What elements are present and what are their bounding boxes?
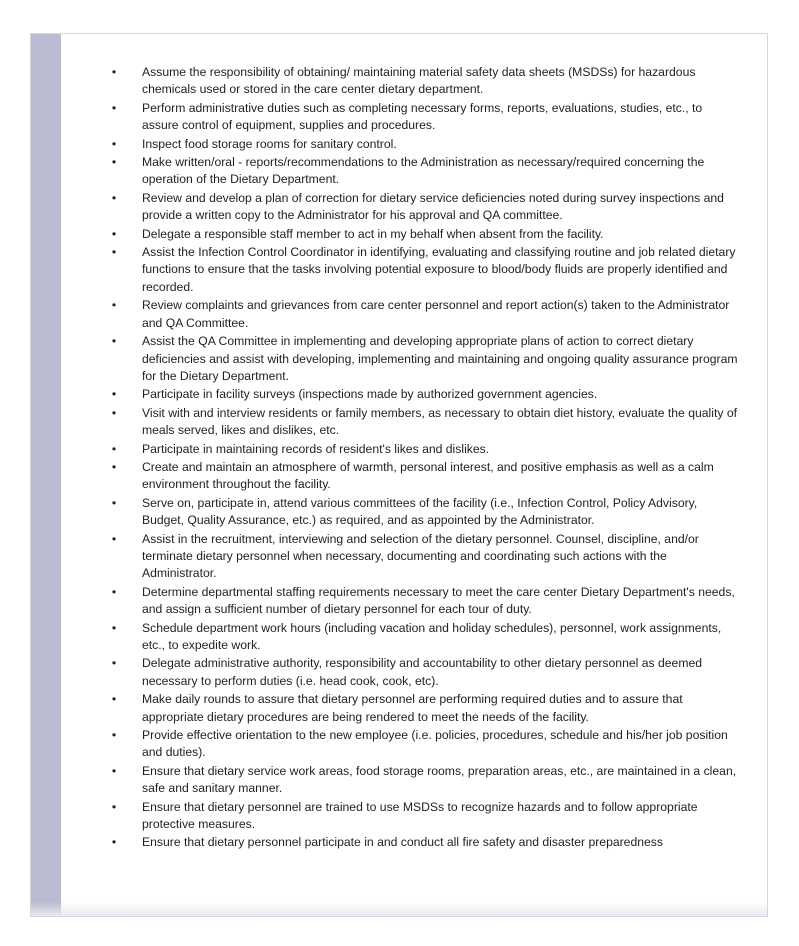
duty-text: Participate in facility surveys (inspections made by authorized government agencies. <box>142 387 598 402</box>
duty-text: Ensure that dietary personnel participate in and conduct all fire safety and disaster preparedness <box>142 835 663 850</box>
list-item <box>111 655 741 690</box>
bullet: • <box>111 656 117 671</box>
duty-text: Make daily rounds to assure that dietary personnel are performing required duties and to assure that appropriate dietary procedures are being rendered to meet the needs of the facility. <box>142 692 683 724</box>
bullet: • <box>111 441 117 456</box>
list-item <box>111 763 741 798</box>
duty-text: Ensure that dietary personnel are trained to use MSDSs to recognize hazards and to follow appropriate protective measures. <box>142 799 698 832</box>
bullet: • <box>111 298 117 313</box>
page-bottom-shade <box>31 902 767 916</box>
list-item <box>111 333 741 385</box>
duty-text: Participate in maintaining records of resident's likes and dislikes. <box>142 441 490 456</box>
list-item <box>111 495 741 530</box>
duty-text: Inspect food storage rooms for sanitary control. <box>142 136 397 151</box>
duty-text: Delegate administrative authority, responsibility and accountability to other dietary personnel as deemed necessary to perform duties (i.e. head cook, cook, etc). <box>142 656 703 688</box>
bullet: • <box>111 405 117 420</box>
list-item <box>111 100 741 135</box>
page-side-bar <box>31 34 61 916</box>
list-item <box>111 834 741 851</box>
bullet: • <box>111 531 117 546</box>
list-item <box>111 244 741 296</box>
bullet: • <box>111 459 117 474</box>
bullet: • <box>111 100 117 115</box>
list-item <box>111 226 741 243</box>
duty-text: Create and maintain an atmosphere of warmth, personal interest, and positive emphasis as well as a calm environment throughout the facility. <box>142 459 714 492</box>
list-item <box>111 691 741 726</box>
duty-text: Provide effective orientation to the new employee (i.e. policies, procedures, schedule and his/her job position and duties). <box>142 728 728 760</box>
bullet: • <box>111 495 117 510</box>
bullet: • <box>111 692 117 707</box>
list-item <box>111 799 741 834</box>
bullet: • <box>111 136 117 151</box>
bullet: • <box>111 620 117 635</box>
bullet: • <box>111 387 117 402</box>
list-item <box>111 441 741 458</box>
list-item <box>111 459 741 494</box>
duty-text: Review complaints and grievances from care center personnel and report action(s) taken to the Administrator and QA Committee. <box>142 298 730 330</box>
duty-text: Assist the QA Committee in implementing and developing appropriate plans of action to correct dietary deficiencies and assist with developing, implementing and maintaining and ongoing quality assurance program for the Dietary Department. <box>142 334 738 383</box>
bullet: • <box>111 190 117 205</box>
list-item <box>111 190 741 225</box>
list-item <box>111 64 741 99</box>
list-item <box>111 154 741 189</box>
list-item <box>111 136 741 153</box>
duty-text: Ensure that dietary service work areas, food storage rooms, preparation areas, etc., are maintained in a clean, safe and sanitary manner. <box>142 763 737 796</box>
list-item <box>111 620 741 655</box>
duty-text: Schedule department work hours (including vacation and holiday schedules), personnel, work assignments, etc., to expedite work. <box>142 620 722 652</box>
list-item <box>111 297 741 332</box>
bullet: • <box>111 763 117 778</box>
bullet: • <box>111 799 117 814</box>
list-item <box>111 531 741 583</box>
bullet: • <box>111 334 117 349</box>
duty-text: Review and develop a plan of correction for dietary service deficiencies noted during survey inspections and provide a written copy to the Administrator for his approval and QA committee. <box>142 190 724 223</box>
bullet: • <box>111 584 117 599</box>
duty-text: Assist the Infection Control Coordinator in identifying, evaluating and classifying routine and job related dietary functions to ensure that the tasks involving potential exposure to blood/body fluids are properly identified and recorded. <box>142 245 736 294</box>
bullet: • <box>111 245 117 260</box>
duty-text: Make written/oral - reports/recommendations to the Administration as necessary/required concerning the operation of the Dietary Department. <box>142 155 705 187</box>
duty-text: Determine departmental staffing requirements necessary to meet the care center Dietary Department's needs, and assign a sufficient number of dietary personnel for each tour of duty. <box>142 584 735 617</box>
duty-text: Assist in the recruitment, interviewing and selection of the dietary personnel. Counsel, discipline, and/or terminate dietary personnel when necessary, documenting and coordinating such actions with the Administrator. <box>142 531 699 581</box>
document-page <box>30 33 768 917</box>
bullet: • <box>111 155 117 170</box>
list-item <box>111 727 741 762</box>
bullet: • <box>111 728 117 743</box>
duties-list <box>111 64 741 853</box>
duty-text: Serve on, participate in, attend various committees of the facility (i.e., Infection Control, Policy Advisory, Budget, Quality Assurance, etc.) as required, and as appointed by the Administrator. <box>142 495 698 528</box>
bullet: • <box>111 835 117 850</box>
duty-text: Delegate a responsible staff member to act in my behalf when absent from the facility. <box>142 226 604 241</box>
duty-text: Assume the responsibility of obtaining/ maintaining material safety data sheets (MSDSs) for hazardous chemicals used or stored in the care center dietary department. <box>142 65 696 97</box>
duty-text: Visit with and interview residents or family members, as necessary to obtain diet history, evaluate the quality of meals served, likes and dislikes, etc. <box>142 405 737 438</box>
list-item <box>111 584 741 619</box>
list-item <box>111 386 741 403</box>
bullet: • <box>111 65 117 79</box>
list-item <box>111 405 741 440</box>
duty-text: Perform administrative duties such as completing necessary forms, reports, evaluations, studies, etc., to assure control of equipment, supplies and procedures. <box>142 100 703 133</box>
bullet: • <box>111 226 117 241</box>
